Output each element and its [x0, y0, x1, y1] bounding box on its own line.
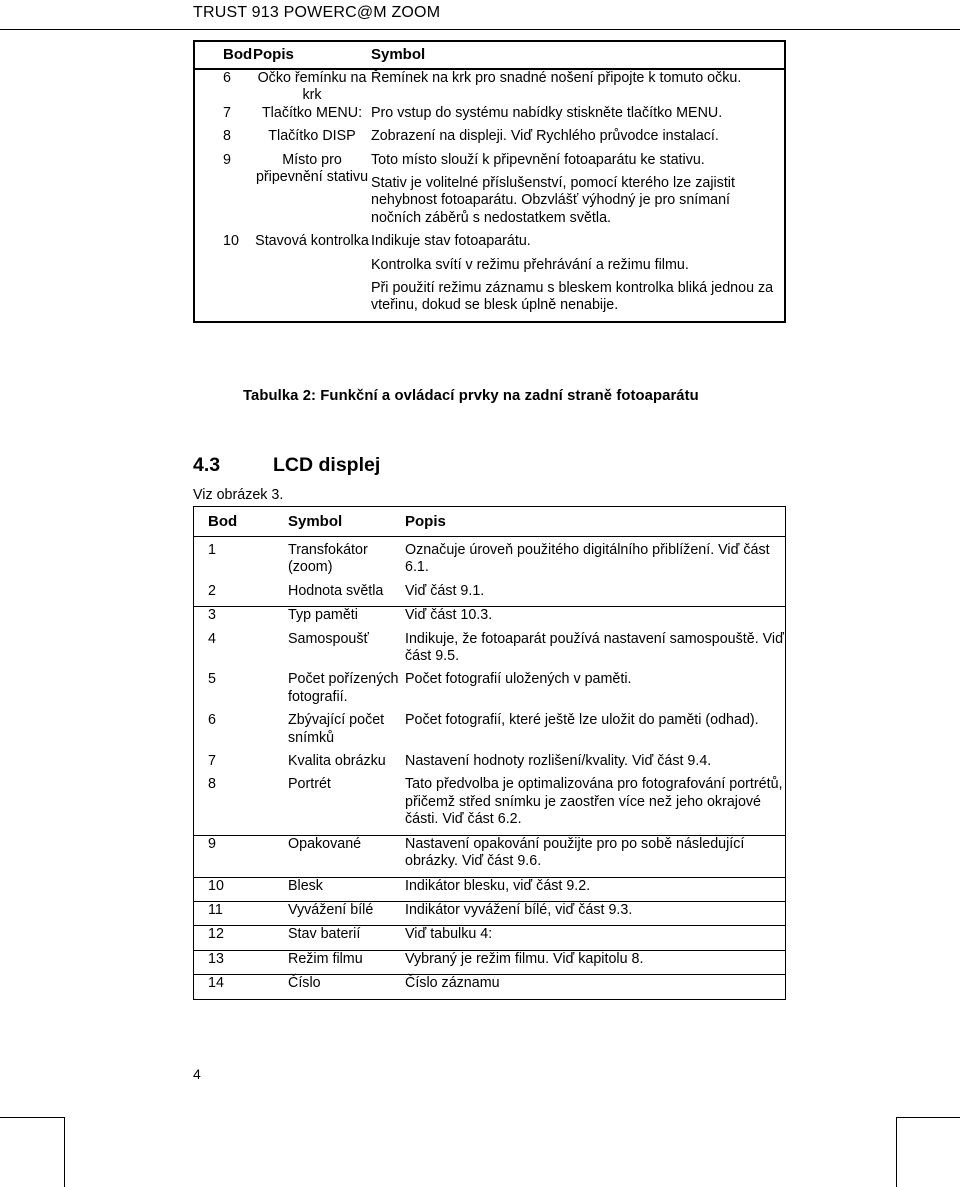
cell-popis-text: Tlačítko MENU:	[261, 104, 363, 121]
header-popis: Popis	[253, 41, 371, 69]
cell-popis: Vybraný je režim filmu. Viď kapitolu 8.	[405, 950, 786, 974]
table-row	[194, 776, 786, 835]
cell-bod: 7	[208, 753, 216, 770]
cell-symbol: Typ paměti	[288, 607, 358, 624]
cell-popis: Indikuje, že fotoaparát používá nastavení samospouště. Viď část 9.5.	[405, 630, 784, 665]
table-row	[194, 975, 786, 999]
cell-bod: 8	[223, 128, 231, 145]
cell-bod: 2	[194, 583, 289, 607]
cell-popis: Viď tabulku 4:	[405, 926, 786, 950]
page-header	[0, 0, 960, 30]
cell-bod: 11	[194, 901, 289, 925]
cell-symbol: Transfokátor (zoom)	[288, 542, 368, 576]
cell-bod: 4	[208, 630, 216, 647]
cell-bod: 6	[208, 712, 216, 729]
cell-popis: Viď část 9.1.	[405, 583, 786, 607]
cell-symbol: Blesk	[288, 877, 405, 901]
cell-popis: Viď část 10.3.	[405, 607, 493, 624]
cell-symbol: Číslo	[288, 975, 321, 992]
table-row	[194, 607, 786, 631]
cell-popis: Indikátor blesku, viď část 9.2.	[405, 877, 786, 901]
cell-bod: 1	[208, 542, 216, 558]
cell-symbol: Zbývající počet snímků	[288, 712, 385, 746]
header-bod: Bod	[194, 41, 253, 69]
cell-popis	[253, 69, 371, 105]
table-row	[194, 712, 786, 753]
table-lcd-display	[193, 506, 786, 1000]
symbol-paragraph: Řemínek na krk pro snadné nošení připojte k tomuto očku.	[371, 70, 742, 86]
cell-popis-text: Očko řemínku na krk	[257, 70, 367, 104]
cell-symbol: Vyvážení bílé	[288, 901, 405, 925]
cell-popis: Počet fotografií uložených v paměti.	[405, 671, 632, 688]
section-heading	[193, 454, 380, 477]
cell-bod: 10	[194, 877, 289, 901]
symbol-paragraph: Indikuje stav fotoaparátu.	[371, 233, 531, 250]
table-row	[194, 583, 786, 607]
cell-popis	[253, 128, 371, 151]
cell-popis: Tato předvolba je optimalizována pro fotografování portrétů, přičemž střed snímku je zaostřen více než jeho okrajové části. Viď část 6.2.	[405, 776, 786, 835]
header-bod: Bod	[194, 507, 289, 537]
section-title: LCD displej	[273, 454, 381, 476]
section-number: 4.3	[193, 454, 221, 476]
crop-mark-right	[896, 1117, 960, 1118]
table-row	[194, 753, 786, 776]
symbol-paragraph: Stativ je volitelné příslušenství, pomocí kterého lze zajistit nehybnost fotoaparátu. Obzvlášť výhodný je pro snímaní nočních záběrů s nedostatkem světla.	[371, 175, 735, 226]
symbol-paragraph: Pro vstup do systému nabídky stiskněte tlačítko MENU.	[371, 104, 723, 121]
cell-popis	[253, 152, 371, 234]
cell-popis	[253, 233, 371, 322]
cell-popis: Počet fotografií, které ještě lze uložit do paměti (odhad).	[405, 712, 759, 729]
header-popis: Popis	[405, 507, 786, 537]
table-row	[194, 901, 786, 925]
cell-symbol: Stav baterií	[288, 926, 405, 950]
table-row	[194, 233, 785, 322]
table-row	[194, 877, 786, 901]
cell-symbol: Počet pořízených fotografií.	[288, 671, 399, 705]
cell-symbol	[371, 105, 785, 128]
cell-bod: 3	[208, 607, 216, 624]
cell-symbol	[371, 233, 785, 322]
cell-symbol	[371, 152, 785, 234]
table-rear-controls	[193, 40, 786, 323]
table-row	[194, 835, 786, 877]
page-number: 4	[193, 1066, 201, 1082]
symbol-paragraph: Toto místo slouží k připevnění fotoaparátu ke stativu.	[371, 151, 705, 168]
table-row	[194, 671, 786, 712]
cell-popis: Indikátor vyvážení bílé, viď část 9.3.	[405, 901, 786, 925]
cell-symbol: Opakované	[288, 835, 405, 877]
cell-bod: 13	[194, 950, 289, 974]
cell-bod: 9	[194, 835, 289, 877]
header-symbol: Symbol	[371, 41, 785, 69]
table-caption: Tabulka 2: Funkční a ovládací prvky na zadní straně fotoaparátu	[243, 388, 699, 404]
cell-bod: 8	[194, 776, 289, 835]
crop-mark-right-vertical	[896, 1117, 897, 1187]
table-row	[194, 69, 785, 105]
table-row	[194, 631, 786, 672]
symbol-paragraph: Kontrolka svítí v režimu přehrávání a režimu filmu.	[371, 256, 689, 273]
cell-symbol: Hodnota světla	[288, 583, 405, 607]
cell-symbol	[371, 128, 785, 151]
cell-bod: 12	[194, 926, 289, 950]
symbol-paragraph: Zobrazení na displeji. Viď Rychlého průvodce instalací.	[371, 128, 719, 145]
cell-bod: 14	[208, 975, 224, 992]
table-header-row	[194, 41, 785, 69]
cell-symbol: Samospoušť	[288, 630, 369, 647]
cell-popis-text: Tlačítko DISP	[268, 128, 356, 145]
crop-mark-left-vertical	[64, 1117, 65, 1187]
cell-symbol: Režim filmu	[288, 950, 405, 974]
cell-popis: Označuje úroveň použitého digitálního přiblížení. Viď část 6.1.	[405, 542, 770, 576]
table-header-row	[194, 507, 786, 537]
table-row	[194, 926, 786, 950]
cell-bod: 7	[223, 104, 231, 121]
cell-bod: 6	[223, 70, 231, 86]
document-title: TRUST 913 POWERC@M ZOOM	[193, 4, 441, 21]
section-intro: Viz obrázek 3.	[193, 487, 284, 503]
table-row	[194, 152, 785, 234]
table-row	[194, 950, 786, 974]
cell-popis: Nastavení hodnoty rozlišení/kvality. Viď část 9.4.	[405, 753, 712, 770]
cell-symbol: Portrét	[288, 776, 405, 835]
symbol-paragraph: Při použití režimu záznamu s bleskem kontrolka bliká jednou za vteřinu, dokud se blesk úplně nenabije.	[371, 280, 774, 314]
cell-bod: 9	[223, 151, 231, 168]
cell-symbol	[371, 69, 785, 105]
cell-bod: 10	[223, 233, 239, 250]
cell-popis-text: Místo pro připevnění stativu	[255, 151, 369, 186]
cell-popis-text: Stavová kontrolka	[255, 233, 369, 250]
header-symbol: Symbol	[288, 507, 405, 537]
crop-mark-left	[0, 1117, 64, 1118]
cell-symbol: Kvalita obrázku	[288, 753, 386, 770]
table-row	[194, 128, 785, 151]
table-row	[194, 537, 786, 583]
cell-popis: Nastavení opakování použijte pro po sobě následující obrázky. Viď část 9.6.	[405, 835, 786, 877]
table-row	[194, 105, 785, 128]
cell-popis	[253, 105, 371, 128]
cell-bod: 5	[208, 671, 216, 688]
cell-popis: Číslo záznamu	[405, 975, 500, 992]
